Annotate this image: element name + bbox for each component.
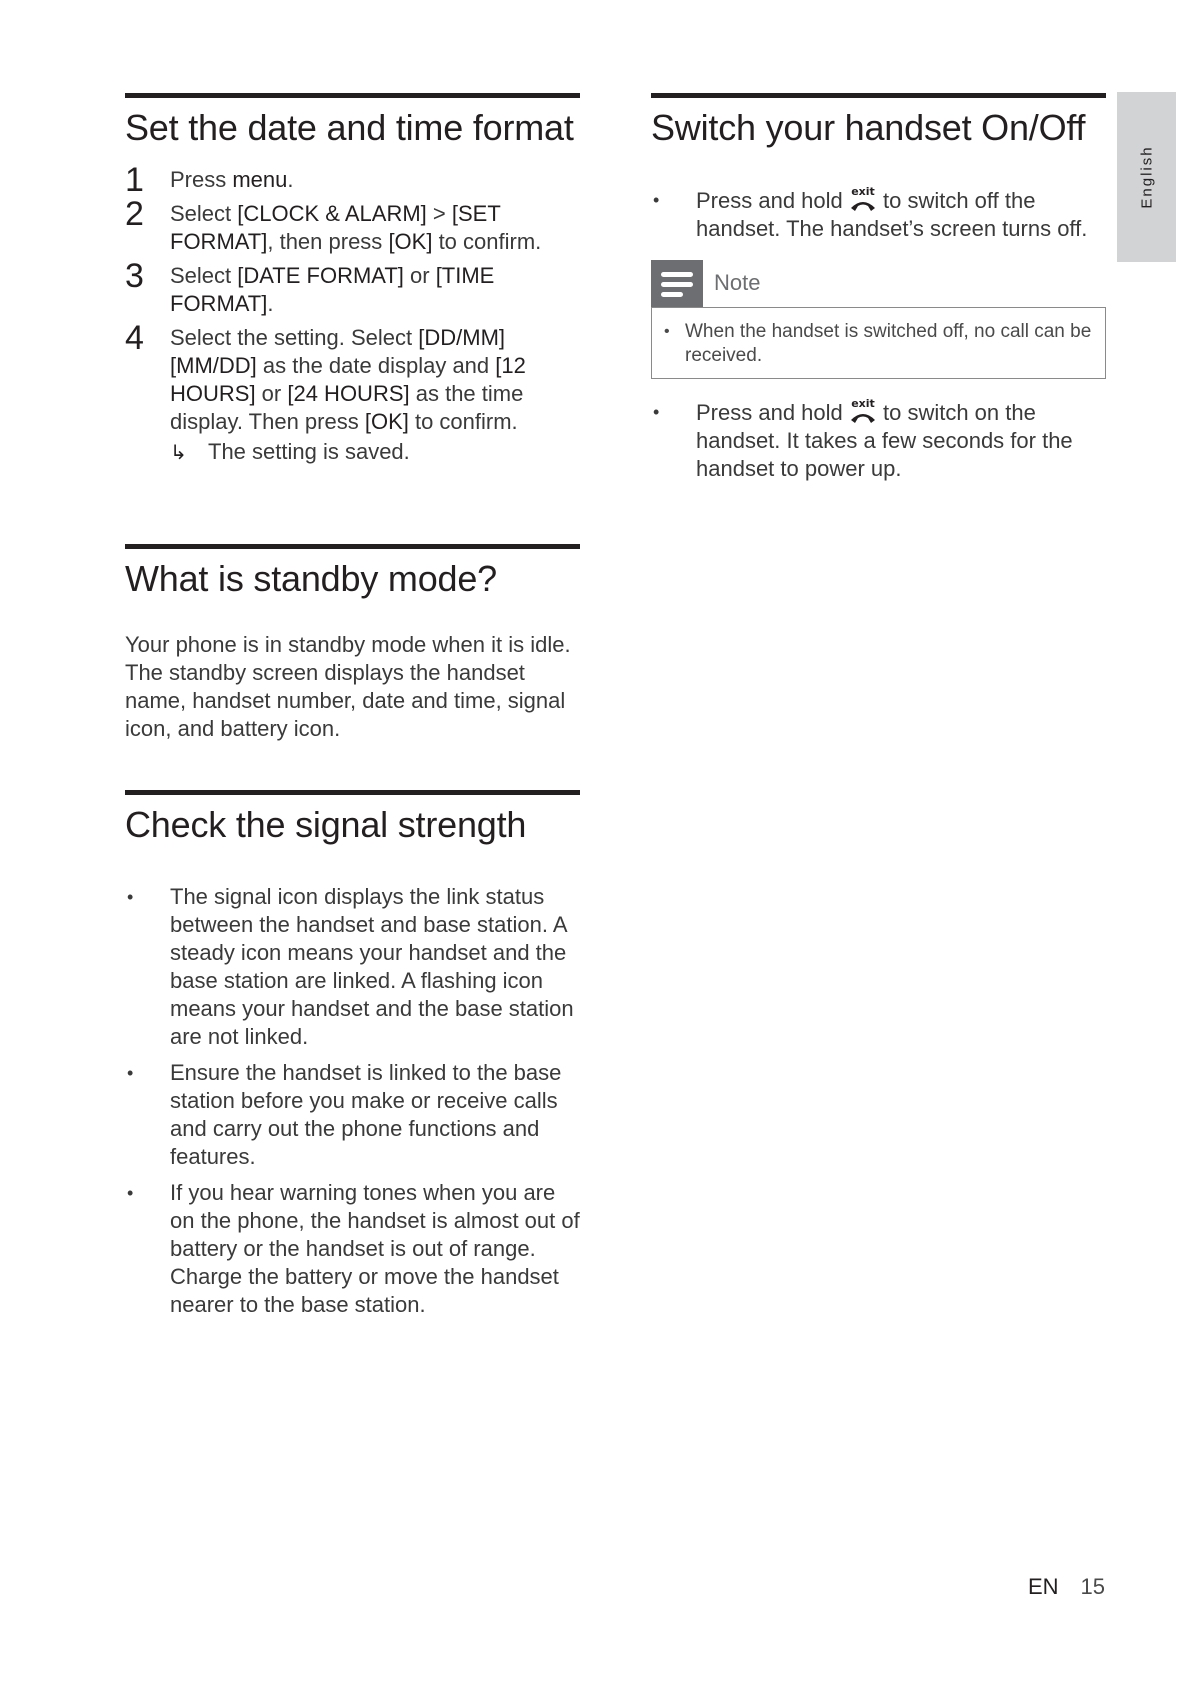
- step-keyword: [DD/MM][MM/DD]: [170, 325, 506, 378]
- step-text: Select the setting. Select: [170, 325, 419, 350]
- signal-bullet-list: [125, 883, 580, 1319]
- bullet-text: If you hear warning tones when you are on the phone, the handset is almost out of battery or the handset is out of range. Charge the battery or move the handset nearer to the base station.: [170, 1180, 580, 1317]
- step-keyword: [12 HOURS]: [170, 353, 526, 406]
- note-text-item: [652, 320, 1105, 368]
- note-box: [651, 307, 1106, 379]
- bullet-text: to switch on the handset. It takes a few seconds for the handset to power up.: [696, 400, 1073, 481]
- list-item: [125, 1179, 580, 1319]
- section-signal: [125, 790, 580, 1327]
- step-text: Select: [170, 263, 238, 288]
- step-keyword: [CLOCK & ALARM]: [237, 201, 427, 226]
- language-tab: [1117, 92, 1176, 262]
- step-text: Select: [170, 201, 238, 226]
- list-item: [651, 398, 1106, 483]
- step-item: [125, 257, 580, 318]
- step-text: or: [403, 263, 436, 288]
- bullet-text: The signal icon displays the link status between the handset and base station. A steady icon means your handset and the base station are linked. A flashing icon means your handset and the base station are not linked.: [170, 884, 574, 1049]
- section-rule: [125, 544, 580, 549]
- section-rule: [651, 93, 1106, 98]
- exit-phone-icon: [849, 398, 877, 424]
- bullet-icon: •: [653, 190, 660, 210]
- step-item: [125, 161, 580, 199]
- section-rule: [125, 790, 580, 795]
- bullet-icon: •: [653, 402, 660, 422]
- step-number: 3: [125, 257, 144, 295]
- list-item: [651, 186, 1106, 243]
- step-text: to confirm.: [432, 229, 542, 254]
- section-title: Switch your handset On/Off: [651, 107, 1086, 148]
- step-number: 4: [125, 319, 144, 357]
- step-text: Press: [170, 167, 233, 192]
- section-rule: [125, 93, 580, 98]
- footer-language: EN: [1027, 1574, 1059, 1599]
- bullet-icon: •: [127, 1183, 134, 1203]
- section-title: What is standby mode?: [125, 558, 497, 599]
- standby-description: Your phone is in standby mode when it is idle. The standby screen displays the handset name, handset number, date and time, signal icon, and battery icon.: [125, 632, 571, 741]
- step-list: [125, 161, 580, 467]
- exit-label: exit: [851, 186, 875, 198]
- bullet-icon: •: [127, 887, 134, 907]
- step-keyword: [OK]: [364, 409, 409, 434]
- note-text: When the handset is switched off, no call can be received.: [685, 321, 1092, 366]
- bullet-icon: •: [664, 323, 670, 340]
- bullet-text: Press and hold: [696, 188, 849, 213]
- section-date-time: [125, 93, 580, 473]
- step-keyword: [24 HOURS]: [287, 381, 410, 406]
- step-item: [125, 195, 580, 256]
- step-keyword: [SET FORMAT]: [170, 201, 501, 254]
- language-label: English: [1138, 145, 1155, 209]
- step-item: [125, 319, 580, 467]
- step-text: to confirm.: [408, 409, 518, 434]
- list-item: [125, 1059, 580, 1171]
- step-keyword: [OK]: [388, 229, 433, 254]
- result-arrow-icon: ↳: [170, 442, 187, 464]
- step-keyword: menu: [232, 167, 288, 192]
- step-text: .: [267, 291, 274, 316]
- bullet-text: Press and hold: [696, 400, 849, 425]
- step-text: , then press: [267, 229, 389, 254]
- step-keyword: [DATE FORMAT]: [237, 263, 404, 288]
- exit-phone-icon: [849, 186, 877, 212]
- step-text: or: [255, 381, 288, 406]
- step-text: .: [287, 167, 294, 192]
- section-standby: [125, 544, 580, 743]
- page-footer: [1028, 1574, 1105, 1600]
- section-title: Set the date and time format: [125, 107, 574, 148]
- note-header: [651, 260, 1106, 308]
- result-text: The setting is saved.: [208, 439, 410, 464]
- step-result: [170, 438, 580, 467]
- bullet-icon: •: [127, 1063, 134, 1083]
- step-number: 2: [125, 195, 144, 233]
- section-title: Check the signal strength: [125, 804, 527, 845]
- step-text: as the date display and: [256, 353, 496, 378]
- note-icon: [651, 260, 703, 308]
- step-text: >: [426, 201, 452, 226]
- bullet-text: to switch off the handset. The handset’s screen turns off.: [696, 188, 1088, 241]
- page-number: 15: [1080, 1574, 1105, 1599]
- section-switch: [651, 93, 1106, 481]
- list-item: [125, 883, 580, 1051]
- note-label: Note: [714, 270, 761, 295]
- step-keyword: [TIME FORMAT]: [170, 263, 495, 316]
- step-text: as the time display. Then press: [170, 381, 524, 434]
- bullet-text: Ensure the handset is linked to the base station before you make or receive calls and carry out the phone functions and features.: [170, 1060, 562, 1169]
- step-number: 1: [125, 161, 144, 199]
- exit-label: exit: [851, 398, 875, 410]
